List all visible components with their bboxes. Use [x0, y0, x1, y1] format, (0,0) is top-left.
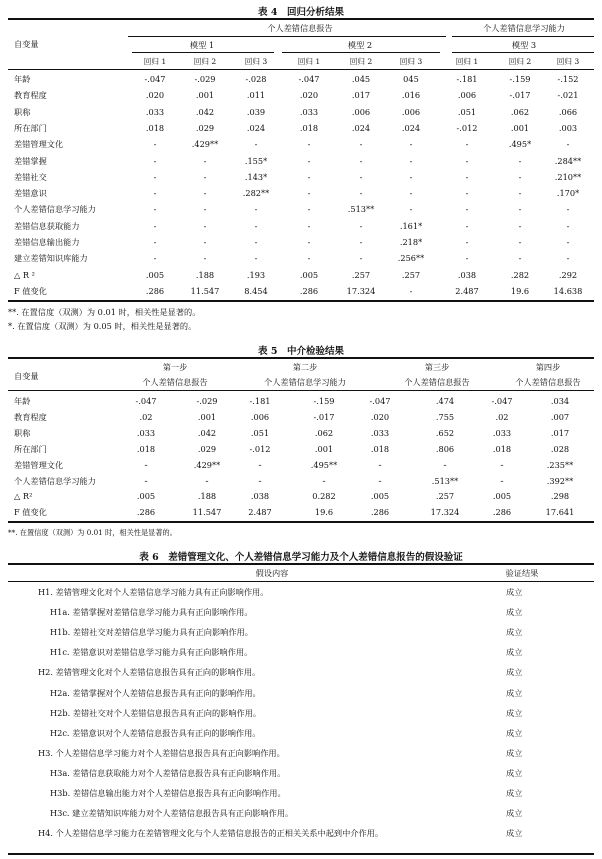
table5-stub-label: 自变量	[14, 371, 39, 381]
table6-hypothesis: H3. 个人差错信息学习能力对个人差错信息报告具有正向影响作用。	[38, 747, 285, 758]
table5-top-rule	[8, 357, 594, 359]
table4-cell: -	[203, 220, 207, 231]
table4-cell: -.047	[298, 74, 320, 84]
table5-cell: .474	[435, 396, 455, 406]
table4-cell: .193	[246, 269, 266, 280]
table4-cell: -	[518, 204, 522, 215]
table5-cell: .495**	[310, 459, 338, 470]
table4-cell: .292	[558, 269, 578, 280]
table5-cell: 17.641	[545, 507, 575, 518]
table4-cell: -.029	[194, 74, 216, 84]
table4-row-label: 个人差错信息学习能力	[14, 204, 96, 215]
table5-cell: 17.324	[430, 507, 460, 518]
table4-cell: -.047	[144, 74, 166, 84]
table4-cell: -	[359, 171, 363, 182]
table4-cell: -	[254, 139, 258, 150]
table4-cell: .005	[145, 269, 165, 280]
table5-row-label: 个人差错信息学习能力	[14, 475, 96, 486]
table5-cell: .005	[136, 491, 156, 502]
table4-note-2: *. 在置信度（双测）为 0.05 时，相关性是显著的。	[8, 321, 197, 331]
table4-cell: -	[153, 237, 157, 247]
table5-cell: .033	[492, 427, 512, 438]
table5-step-sub: 个人差错信息学习能力	[264, 377, 346, 387]
table4-subheader: 回归 3	[244, 57, 268, 66]
table6-hypothesis: H2. 差错管理文化对个人差错信息报告具有正向的影响作用。	[38, 667, 261, 678]
table4-cell: .170*	[556, 188, 580, 199]
table4-group1-underline	[128, 36, 446, 37]
table5-cell: -	[443, 459, 447, 471]
table5-header-rule	[8, 390, 594, 391]
table4-model-2: 模型 2	[347, 40, 373, 50]
table4-row-label: △ R ²	[14, 269, 35, 280]
table4-cell: .495*	[508, 139, 532, 150]
table4-cell: .066	[558, 106, 578, 117]
table4-cell: .001	[195, 90, 215, 101]
table5-cell: .029	[197, 443, 217, 454]
table4-cell: .038	[457, 269, 477, 280]
table5-cell: .652	[435, 427, 455, 438]
table4-cell: -	[409, 139, 413, 150]
table6-hypothesis: H1b. 差错社交对差错信息学习能力具有正向影响作用。	[50, 627, 253, 638]
table4-row-label: 差错社交	[14, 171, 47, 182]
table4-caption: 表 4 回归分析结果	[258, 7, 344, 18]
table4-row-label: F 值变化	[14, 285, 47, 296]
table5-cell: -.047	[369, 396, 391, 406]
table4-row-label: 职称	[14, 106, 31, 117]
table4-row-label: 差错信息获取能力	[14, 220, 80, 231]
table4-cell: -	[307, 237, 311, 247]
table6-hypothesis: H1c. 差错意识对差错信息学习能力具有正向影响作用。	[50, 647, 253, 658]
table4-cell: .257	[351, 269, 371, 280]
table4-cell: .033	[145, 106, 165, 117]
table5-cell: .286	[492, 507, 512, 518]
table5-cell: -	[205, 475, 209, 487]
table4-cell: .282**	[242, 188, 270, 199]
table4-model-3: 模型 3	[511, 40, 537, 50]
table5-step: 第一步	[162, 362, 188, 372]
table5-cell: .042	[197, 427, 217, 438]
table5-cell: .001	[197, 411, 217, 422]
table4-cell: -	[307, 253, 311, 264]
table4-cell: -	[153, 171, 157, 182]
table6-hypothesis: H3a. 差错信息获取能力对个人差错信息报告具有正向影响作用。	[50, 767, 286, 778]
table4-group2-header: 个人差错信息学习能力	[483, 23, 565, 33]
table4-cell: .161*	[399, 220, 423, 231]
table6-result: 成立	[506, 587, 523, 597]
table4-cell: -	[518, 155, 522, 166]
table4-cell: .016	[401, 90, 421, 101]
table5-cell: .033	[370, 427, 390, 438]
table4-cell: .018	[145, 122, 165, 133]
table4-cell: -	[153, 139, 157, 150]
table5-cell: -	[378, 475, 382, 487]
table4-cell: -	[465, 253, 469, 264]
table5-step-sub: 个人差错信息报告	[404, 377, 470, 387]
table5-row-label: 所在部门	[14, 443, 47, 454]
table4-cell: -	[203, 188, 207, 199]
table4-cell: -	[465, 237, 469, 247]
table5-cell: .806	[435, 443, 455, 454]
table5-cell: .017	[550, 427, 570, 438]
table4-cell: -	[359, 237, 363, 247]
table4-cell: .284**	[554, 155, 582, 166]
table4-cell: .033	[299, 106, 319, 117]
table4-row-label: 建立差错知识库能力	[14, 253, 88, 264]
table5-row-label: F 值变化	[14, 507, 47, 518]
table4-cell: -	[307, 204, 311, 215]
table4-cell: 8.454	[244, 285, 268, 296]
table4-cell: -.012	[456, 122, 478, 133]
table5-cell: .005	[492, 491, 512, 502]
table5-cell: -	[500, 475, 504, 487]
table4-cell: -	[409, 171, 413, 182]
table4-cell: -	[153, 188, 157, 199]
table4-subheader: 回归 2	[508, 57, 532, 66]
table5-cell: .257	[435, 491, 455, 502]
table4-cell: -	[566, 204, 570, 215]
table4-cell: .286	[145, 285, 165, 296]
table5-row-label: 年龄	[14, 396, 31, 406]
table4-cell: .001	[510, 122, 530, 133]
table5-cell: .235**	[546, 459, 574, 470]
table5-cell: .006	[250, 411, 270, 422]
table6-result: 成立	[506, 647, 523, 658]
table6-header-content: 假设内容	[255, 568, 289, 578]
table4-note-1: **. 在置信度（双测）为 0.01 时，相关性是显著的。	[8, 307, 201, 317]
table5-cell: .028	[550, 443, 570, 454]
table5-cell: 19.6	[314, 507, 334, 518]
table5-cell: .001	[314, 443, 334, 454]
table5-cell: -	[258, 459, 262, 471]
table6-result: 成立	[506, 627, 523, 638]
table5-cell: -	[378, 459, 382, 471]
table4-cell: .003	[558, 122, 578, 133]
table5-cell: .062	[314, 427, 334, 438]
table6-result: 成立	[506, 767, 523, 778]
table4-cell: .042	[195, 106, 215, 117]
table4-cell: -	[153, 220, 157, 231]
table5-cell: 0.282	[312, 491, 336, 502]
table5-cell: -.181	[249, 396, 271, 406]
table4-cell: -	[254, 253, 258, 264]
table4-row-label: 差错意识	[14, 188, 47, 199]
table5-row-label: 教育程度	[14, 411, 47, 422]
table5-cell: .286	[370, 507, 390, 518]
table4-cell: .218*	[399, 237, 423, 247]
table4-cell: -.159	[509, 74, 531, 84]
table4-cell: -	[203, 171, 207, 182]
table5-cell: 2.487	[248, 507, 272, 518]
table5-cell: -.047	[135, 396, 157, 406]
table6-header-rule	[8, 581, 594, 582]
table5-cell: .018	[370, 443, 390, 454]
table4-subheader: 回归 2	[193, 57, 217, 66]
table5-cell: .298	[550, 491, 570, 502]
table4-cell: -	[203, 204, 207, 215]
table5-cell: .429**	[193, 459, 221, 470]
table4-cell: .429**	[191, 139, 219, 150]
table4-cell: -	[359, 139, 363, 150]
table4-subheader: 回归 2	[349, 57, 373, 66]
table4-cell: .188	[195, 269, 215, 280]
table4-cell: 17.324	[346, 285, 376, 296]
table6-result: 成立	[506, 607, 523, 618]
table5-caption: 表 5 中介检验结果	[258, 346, 344, 357]
table4-cell: -	[566, 139, 570, 150]
table4-model1-underline	[132, 52, 274, 53]
table6-result: 成立	[506, 808, 523, 819]
table4-cell: -	[203, 155, 207, 166]
table5-cell: -.012	[249, 443, 271, 454]
table5-cell: -.159	[313, 396, 335, 406]
table4-cell: -	[518, 253, 522, 264]
table5-cell: .018	[492, 443, 512, 454]
table4-cell: .024	[246, 122, 266, 133]
table4-subheader: 回归 3	[556, 57, 580, 66]
table4-cell: -	[409, 285, 413, 296]
table4-cell: .286	[299, 285, 319, 296]
table6-caption: 表 6 差错管理文化、个人差错信息学习能力及个人差错信息报告的假设验证	[139, 552, 463, 563]
table6-result: 成立	[506, 667, 523, 678]
table6-hypothesis: H2a. 差错掌握对个人差错信息报告具有正向的影响作用。	[50, 687, 261, 698]
table4-cell: .020	[145, 90, 165, 101]
table6-result: 成立	[506, 687, 523, 698]
table5-cell: -	[500, 459, 504, 471]
table4-cell: -	[254, 220, 258, 231]
table5-cell: .513**	[431, 475, 459, 486]
table6-result: 成立	[506, 727, 523, 738]
table4-cell: .155*	[244, 155, 268, 166]
table4-cell: -	[518, 171, 522, 182]
table5-step-sub: 个人差错信息报告	[515, 377, 581, 387]
table4-cell: -	[203, 237, 207, 247]
table6-result: 成立	[506, 788, 523, 798]
table4-cell: -	[566, 237, 570, 247]
table4-cell: -	[307, 188, 311, 199]
table4-cell: -	[153, 204, 157, 215]
table6-hypothesis: H1a. 差错掌握对差错信息学习能力具有正向影响作用。	[50, 607, 253, 618]
table4-cell: -	[359, 220, 363, 231]
table4-row-label: 差错信息输出能力	[14, 237, 80, 247]
table4-cell: -	[254, 204, 258, 215]
table4-header-rule	[8, 69, 594, 70]
table4-cell: .011	[246, 90, 266, 101]
table6-hypothesis: H2b. 差错社交对个人差错信息报告具有正向的影响作用。	[50, 707, 262, 718]
table4-cell: .062	[510, 106, 530, 117]
table4-cell: -	[465, 139, 469, 150]
table5-cell: .02	[495, 411, 509, 422]
table5-row-label: 差错管理文化	[14, 459, 64, 470]
table5-cell: -.047	[491, 396, 513, 406]
table5-row-label: 职称	[14, 427, 31, 438]
table4-cell: -	[307, 220, 311, 231]
table5-step: 第二步	[292, 362, 318, 372]
table5-cell: .018	[136, 443, 156, 454]
table4-row-label: 年龄	[14, 74, 31, 84]
table5-cell: .188	[197, 491, 217, 502]
table5-cell: .392**	[546, 475, 574, 486]
table4-bottom-rule	[8, 300, 594, 302]
table5-cell: .034	[550, 396, 570, 406]
table4-cell: -	[307, 155, 311, 166]
table4-cell: -.152	[557, 74, 579, 84]
table6-hypothesis: H3c. 建立差错知识库能力对个人差错信息报告具有正向影响作用。	[50, 808, 294, 819]
table5-cell: -	[144, 475, 148, 487]
table5-cell: .755	[435, 411, 455, 422]
table4-cell: -	[409, 188, 413, 199]
table4-group1-header: 个人差错信息报告	[267, 23, 333, 33]
table4-cell: .006	[457, 90, 477, 101]
table4-cell: -	[359, 155, 363, 166]
table4-cell: .513**	[347, 204, 375, 215]
table4-row-label: 差错掌握	[14, 155, 47, 166]
table5-bottom-rule	[8, 521, 594, 523]
table4-cell: .029	[195, 122, 215, 133]
table5-cell: .051	[250, 427, 270, 438]
table5-cell: -.029	[196, 396, 218, 406]
table4-cell: -.017	[509, 90, 531, 101]
table6-hypothesis: H3b. 差错信息输出能力对个人差错信息报告具有正向影响作用。	[50, 788, 286, 798]
table4-cell: -	[153, 253, 157, 264]
table5-step-sub: 个人差错信息报告	[142, 377, 208, 387]
table4-model-1: 模型 1	[189, 40, 215, 50]
table5-note: **. 在置信度（双测）为 0.01 时，相关性是显著的。	[8, 528, 177, 537]
table4-cell: -	[359, 188, 363, 199]
table4-cell: .210**	[554, 171, 582, 182]
table5-cell: 11.547	[192, 507, 222, 518]
table5-cell: .033	[136, 427, 156, 438]
table4-cell: -	[307, 139, 311, 150]
table4-cell: .006	[351, 106, 371, 117]
table4-subheader: 回归 1	[297, 57, 321, 66]
table4-model3-underline	[452, 52, 594, 53]
table5-cell: .020	[370, 411, 390, 422]
table4-cell: -	[153, 155, 157, 166]
table4-model2-underline	[282, 52, 440, 53]
table5-cell: -	[258, 475, 262, 487]
table6-hypothesis: H1. 差错管理文化对个人差错信息学习能力具有正向影响作用。	[38, 587, 269, 597]
table5-cell: .02	[139, 411, 153, 422]
table4-cell: 11.547	[190, 285, 220, 296]
table6-header-result: 验证结果	[505, 568, 539, 578]
table6-result: 成立	[506, 707, 523, 718]
table4-cell: -	[465, 171, 469, 182]
table5-step: 第四步	[535, 362, 561, 372]
table4-cell: .257	[401, 269, 421, 280]
table4-cell: -	[465, 188, 469, 199]
table4-row-label: 差错管理文化	[14, 139, 64, 150]
table4-group2-underline	[452, 36, 594, 37]
table4-row-label: 所在部门	[14, 122, 47, 133]
table4-cell: -	[465, 155, 469, 166]
table5-cell: -.017	[313, 411, 335, 422]
table4-cell: .039	[246, 106, 266, 117]
table6-hypothesis: H4. 个人差错信息学习能力在差错管理文化与个人差错信息报告的正相关关系中起到中介作用。	[38, 828, 384, 839]
table4-cell: -	[465, 220, 469, 231]
table6-hypothesis: H2c. 差错意识对个人差错信息报告具有正向的影响作用。	[50, 727, 261, 738]
table4-cell: .006	[401, 106, 421, 117]
table4-cell: .020	[299, 90, 319, 101]
table5-cell: .286	[136, 507, 156, 518]
table5-row-label: △ R²	[14, 491, 33, 502]
table6-bottom-rule	[8, 853, 594, 855]
table4-cell: -	[307, 171, 311, 182]
table4-cell: 045	[403, 74, 419, 84]
table6-result: 成立	[506, 828, 523, 839]
table4-cell: .024	[351, 122, 371, 133]
table4-cell: -	[518, 237, 522, 247]
table4-cell: .018	[299, 122, 319, 133]
table4-cell: -	[409, 155, 413, 166]
table4-cell: -	[359, 253, 363, 264]
table5-cell: -	[322, 475, 326, 487]
table4-cell: 2.487	[455, 285, 479, 296]
table4-cell: .024	[401, 122, 421, 133]
table4-cell: -	[518, 188, 522, 199]
table4-cell: .051	[457, 106, 477, 117]
table5-cell: .005	[370, 491, 390, 502]
table5-cell: -	[144, 459, 148, 471]
table4-cell: -.021	[557, 90, 579, 101]
table4-cell: .256**	[397, 253, 425, 264]
table4-cell: -	[409, 204, 413, 215]
table4-cell: -.181	[456, 74, 478, 84]
table4-cell: .005	[299, 269, 319, 280]
table4-cell: 14.638	[553, 285, 583, 296]
table4-cell: -	[566, 253, 570, 264]
table4-subheader: 回归 1	[143, 57, 167, 66]
table4-cell: -	[465, 204, 469, 215]
table4-subheader: 回归 1	[455, 57, 479, 66]
table4-cell: 19.6	[510, 285, 530, 296]
table5-cell: .038	[250, 491, 270, 502]
table5-cell: .007	[550, 411, 570, 422]
table4-top-rule	[8, 18, 594, 20]
table5-step: 第三步	[424, 362, 450, 372]
table4-cell: .282	[510, 269, 530, 280]
table6-top-rule	[8, 563, 594, 565]
table6-result: 成立	[506, 747, 523, 758]
table4-stub-label: 自变量	[14, 39, 39, 49]
table4-cell: .045	[351, 74, 371, 84]
table4-cell: .143*	[244, 171, 268, 182]
table4-cell: -	[203, 253, 207, 264]
table4-cell: -	[254, 237, 258, 247]
table4-cell: -	[518, 220, 522, 231]
table4-cell: -.028	[245, 74, 267, 84]
table4-subheader: 回归 3	[399, 57, 423, 66]
table4-cell: -	[566, 220, 570, 231]
table4-cell: .017	[351, 90, 371, 101]
table4-row-label: 教育程度	[14, 90, 47, 101]
